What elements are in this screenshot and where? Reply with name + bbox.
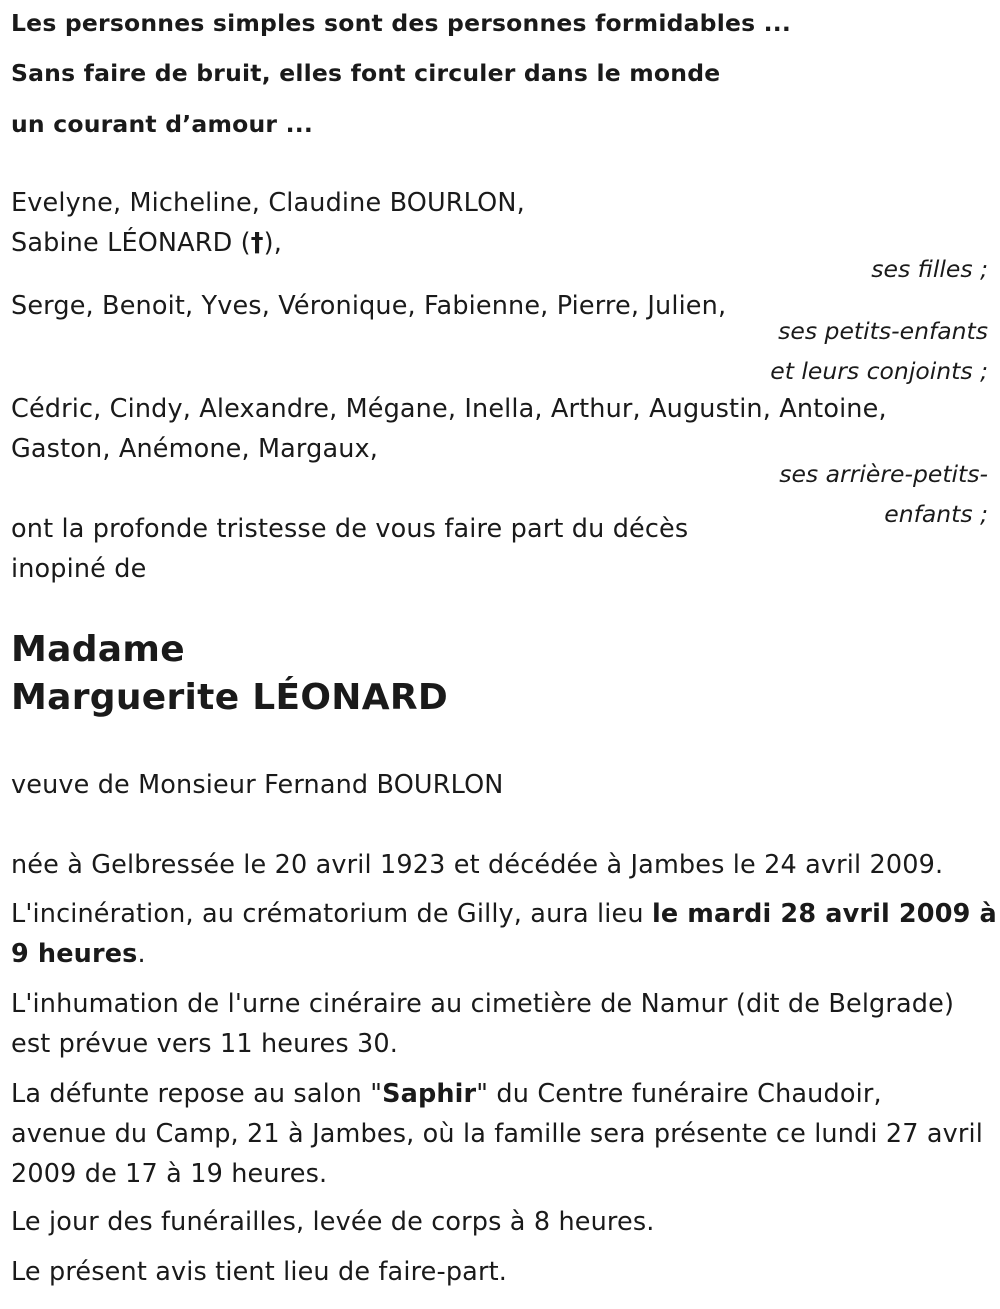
daughters-line-2: [11, 228, 282, 258]
notice: Le présent avis tient lieu de faire-part.: [11, 1257, 507, 1287]
grandchildren-role-line-2: et leurs conjoints ;: [770, 357, 988, 385]
cremation-end: .: [137, 939, 146, 969]
cremation-line-1: [11, 899, 997, 929]
announcement-line-1: ont la profonde tristesse de vous faire part du décès: [11, 514, 689, 544]
cremation-date: le mardi 28 avril 2009 à: [651, 899, 997, 929]
intro-line-2: Sans faire de bruit, elles font circuler dans le monde: [11, 59, 721, 87]
rest-text: La défunte repose au salon ": [11, 1079, 383, 1109]
rest-line-2: avenue du Camp, 21 à Jambes, où la famille sera présente ce lundi 27 avril: [11, 1119, 984, 1149]
grandchildren-role-line-1: ses petits-enfants: [778, 317, 988, 345]
announcement-line-2: inopiné de: [11, 554, 147, 584]
intro-line-1: Les personnes simples sont des personnes formidables ...: [11, 9, 792, 37]
rest-line-3: 2009 de 17 à 19 heures.: [11, 1159, 328, 1189]
intro-line-3: un courant d’amour ...: [11, 110, 313, 138]
funeral-day: Le jour des funérailles, levée de corps à 8 heures.: [11, 1207, 655, 1237]
great-grandchildren-role-line-2: enfants ;: [884, 500, 988, 528]
daughters-line-2-text: Sabine LÉONARD (: [11, 228, 251, 258]
cremation-time: 9 heures: [11, 939, 138, 969]
great-grandchildren-line-1: Cédric, Cindy, Alexandre, Mégane, Inella, Arthur, Augustin, Antoine,: [11, 394, 887, 424]
daughters-role: ses filles ;: [871, 255, 988, 283]
widow-of: veuve de Monsieur Fernand BOURLON: [11, 770, 504, 800]
cremation-text: L'incinération, au crématorium de Gilly, aura lieu: [11, 899, 652, 929]
deceased-full-name: Marguerite LÉONARD: [11, 677, 449, 718]
rest-line-1: [11, 1079, 882, 1109]
daughters-line-2-end: ),: [263, 228, 283, 258]
grandchildren-line: Serge, Benoit, Yves, Véronique, Fabienne, Pierre, Julien,: [11, 291, 727, 321]
rest-text-end: " du Centre funéraire Chaudoir,: [476, 1079, 882, 1109]
salon-name: Saphir: [382, 1079, 477, 1109]
daughters-line-1: Evelyne, Micheline, Claudine BOURLON,: [11, 188, 525, 218]
birth-death: née à Gelbressée le 20 avril 1923 et décédée à Jambes le 24 avril 2009.: [11, 850, 944, 880]
burial-line-2: est prévue vers 11 heures 30.: [11, 1029, 399, 1059]
deceased-title: Madame: [11, 629, 185, 670]
burial-line-1: L'inhumation de l'urne cinéraire au cimetière de Namur (dit de Belgrade): [11, 989, 955, 1019]
cremation-line-2: [11, 939, 146, 969]
great-grandchildren-role-line-1: ses arrière-petits-: [779, 460, 988, 488]
cross-icon: †: [250, 228, 264, 258]
great-grandchildren-line-2: Gaston, Anémone, Margaux,: [11, 434, 379, 464]
